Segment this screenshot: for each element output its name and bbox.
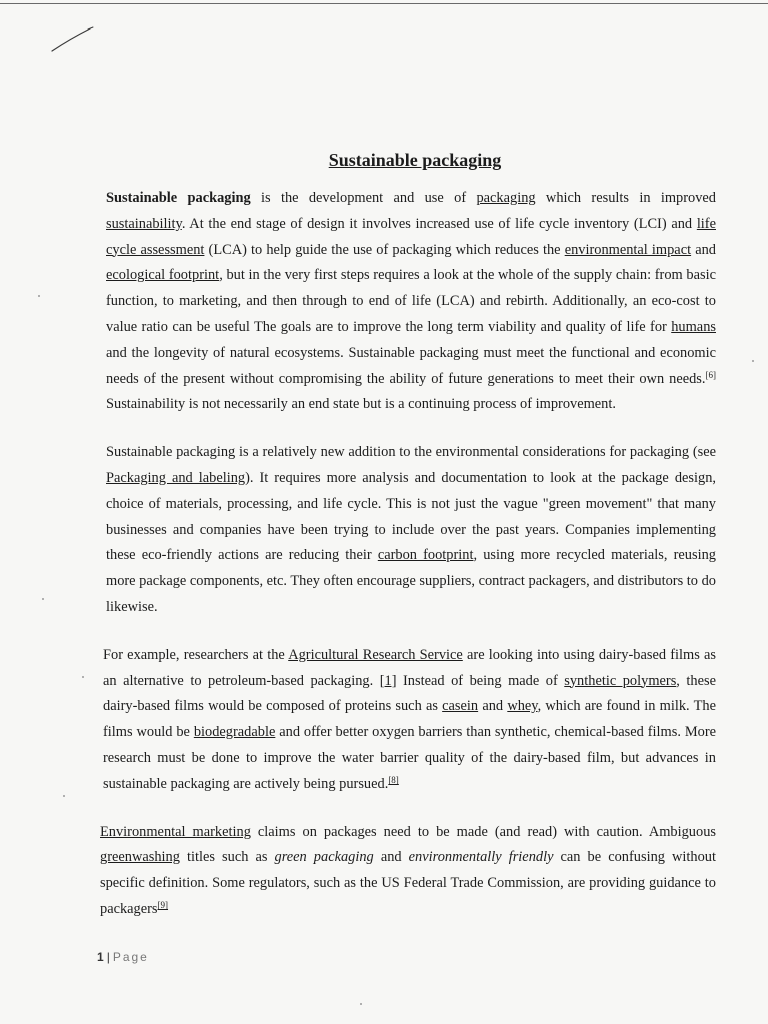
body-text: For example, researchers at the xyxy=(103,646,289,663)
hyperlink-text[interactable]: ecological footprint xyxy=(106,267,220,284)
hyperlink-text[interactable]: Environmental marketing xyxy=(100,823,251,840)
hyperlink-text[interactable]: whey xyxy=(507,698,538,715)
hyperlink-text[interactable]: biodegradable xyxy=(193,724,276,741)
citation-reference[interactable]: [6] xyxy=(705,369,716,380)
hyperlink-text[interactable]: humans xyxy=(671,318,716,335)
body-text: which results in improved xyxy=(535,190,716,206)
scan-speck xyxy=(360,1003,362,1005)
body-text: (LCA) to help guide the use of packaging which reduces the xyxy=(204,241,565,258)
scan-speck xyxy=(42,598,44,600)
page-footer xyxy=(97,950,149,964)
hyperlink-text[interactable]: environmental impact xyxy=(564,241,692,258)
hyperlink-text[interactable]: life cycle assessment xyxy=(106,215,716,258)
paragraph-2 xyxy=(106,440,716,621)
hyperlink-text[interactable]: carbon footprint xyxy=(377,547,474,564)
body-text: Sustainability is not necessarily an end state but is a continuing process of improvement. xyxy=(106,396,616,413)
body-text: titles such as xyxy=(179,849,275,866)
page-number: 1 xyxy=(97,950,104,964)
scan-speck xyxy=(63,795,65,797)
body-text: claims on packages need to be made (and read) with caution. Ambiguous xyxy=(250,823,716,840)
body-text: are looking into using dairy-based films as an alternative to petroleum-based packaging. xyxy=(103,646,716,689)
body-text: and the longevity of natural ecosystems. Sustainable packaging must meet the functional and economic needs of the present without compromising the ability of future generations to meet their own needs. xyxy=(106,344,716,387)
body-text: is the development and use of xyxy=(250,190,477,206)
paragraph-3 xyxy=(103,643,716,798)
page-label: Page xyxy=(112,950,149,964)
body-text: ). It requires more analysis and documentation to look at the package design, choice of materials, processing, and life cycle. This is not just the vague "green movement" that many businesses and companies have been trying to include over the past years. Companies implementing these eco-friendly actions are reducing their xyxy=(106,469,716,564)
hyperlink-text[interactable]: greenwashing xyxy=(100,849,180,866)
paragraph-4 xyxy=(100,820,716,923)
body-text: , which are found in milk. The films would be xyxy=(103,698,716,741)
document-body xyxy=(100,186,717,945)
pen-stroke-mark xyxy=(50,25,96,55)
scan-speck xyxy=(752,360,754,362)
citation-reference[interactable]: [8] xyxy=(388,774,399,785)
scan-top-edge-line xyxy=(0,3,768,4)
body-text: , but in the very first steps requires a look at the whole of the supply chain: from basic function, to marketing, and then through to end of life (LCA) and rebirth. Additionally, an eco-cost to value ratio can be useful The goals are to improve the long term viability and quality of life for xyxy=(106,267,717,335)
hyperlink-text[interactable]: Agricultural Research Service xyxy=(288,646,463,663)
italic-term: green packaging xyxy=(274,849,374,866)
paragraph-1 xyxy=(106,186,716,418)
body-text: and xyxy=(691,241,716,258)
footer-separator: | xyxy=(106,950,110,964)
body-text: and xyxy=(373,849,409,866)
hyperlink-text[interactable]: casein xyxy=(442,698,479,715)
body-text: . At the end stage of design it involves increased use of life cycle inventory (LCI) and xyxy=(181,215,697,232)
hyperlink-text[interactable]: packaging xyxy=(476,190,536,206)
body-text: can be confusing without specific definition. Some regulators, such as the US Federal Trade Commission, are providing guidance to packagers xyxy=(100,849,716,917)
hyperlink-text[interactable]: Packaging and labeling xyxy=(106,469,246,486)
body-text: , using more recycled materials, reusing more package components, etc. They often encourage suppliers, contract packagers, and distributors to do likewise. xyxy=(106,547,716,615)
body-text: Instead of being made of xyxy=(396,672,565,689)
bold-term: Sustainable packaging xyxy=(106,190,251,206)
body-text: and xyxy=(478,698,508,715)
hyperlink-text[interactable]: [1] xyxy=(379,672,397,689)
body-text: and offer better oxygen barriers than synthetic, chemical-based films. More research must be done to improve the water barrier quality of the dairy-based film, but advances in sustainable packaging are actively being pursued. xyxy=(103,724,716,792)
citation-reference[interactable]: [9] xyxy=(157,899,169,910)
scan-speck xyxy=(38,295,40,297)
scan-speck xyxy=(82,676,84,678)
hyperlink-text[interactable]: sustainability xyxy=(106,215,182,232)
italic-term: environmentally friendly xyxy=(408,849,554,866)
body-text: , these dairy-based films would be composed of proteins such as xyxy=(103,672,716,715)
document-title: Sustainable packaging xyxy=(328,150,502,170)
hyperlink-text[interactable]: synthetic polymers xyxy=(564,672,677,689)
body-text: Sustainable packaging is a relatively new addition to the environmental considerations for packaging (see xyxy=(106,444,716,461)
